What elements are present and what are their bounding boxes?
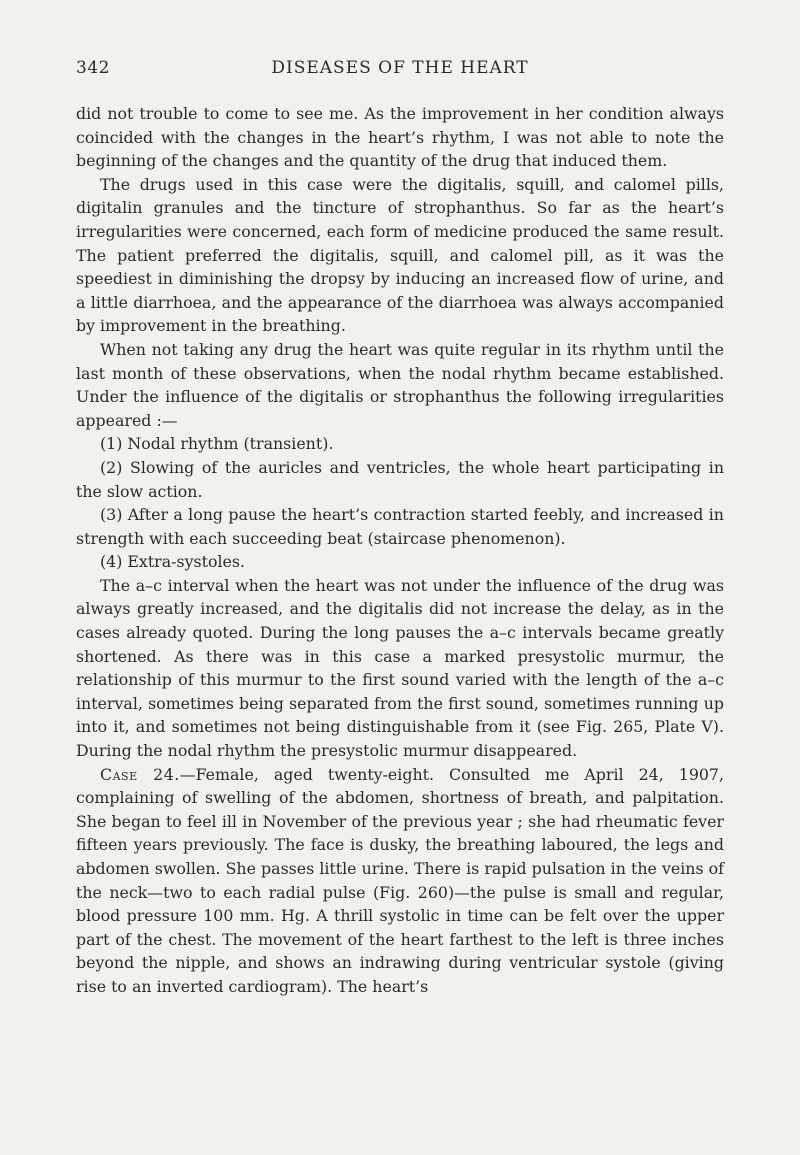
case-label: Case 24. (100, 764, 180, 784)
paragraph: The a–c interval when the heart was not under the influence of the drug was always greatly increased, and the digitalis did not increase the delay, as in the cases already quoted. During the long pauses the a–c intervals became greatly shortened. As there was in this case a marked presystolic murmur, the relationship of this murmur to the first sound varied with the length of the a–c interval, sometimes being separated from the first sound, sometimes running up into it, and sometimes not being distinguishable from it (see Fig. 265, Plate V). During the nodal rhythm the presystolic murmur disappeared. (76, 575, 724, 761)
running-head: DISEASES OF THE HEART (271, 58, 529, 78)
case-paragraph (76, 763, 724, 999)
list-item: (1) Nodal rhythm (transient). (100, 434, 334, 454)
paragraph: did not trouble to come to see me. As the improvement in her condition always coincided with the changes in the heart’s rhythm, I was not able to note the beginning of the changes and the quantity of the drug that induced them. (76, 104, 724, 171)
paragraph: The drugs used in this case were the digitalis, squill, and calomel pills, digitalin granules and the tincture of strophanthus. So far as the heart’s irregularities were concerned, each form of medicine produced the same result. The patient preferred the digitalis, squill, and calomel pill, as it was the speediest in diminishing the dropsy by inducing an increased flow of urine, and a little diarrhoea, and the appearance of the diarrhoea was always accompanied by improvement in the breathing. (76, 174, 724, 336)
page-header (76, 58, 724, 90)
list-item: (4) Extra-systoles. (100, 552, 246, 572)
list-item: (3) After a long pause the heart’s contraction started feebly, and increased in strength with each succeeding beat (staircase phenomenon). (76, 505, 724, 548)
list-item: (2) Slowing of the auricles and ventricles, the whole heart participating in the slow action. (76, 457, 724, 501)
page-number: 342 (76, 58, 110, 78)
book-page (76, 58, 724, 999)
body-text (76, 102, 724, 999)
paragraph: When not taking any drug the heart was quite regular in its rhythm until the last month of these observations, when the nodal rhythm became established. Under the influence of the digitalis or strophanthus the following irregularities appeared :— (76, 339, 724, 430)
case-text: —Female, aged twenty-eight. Consulted me April 24, 1907, complaining of swelling of the abdomen, shortness of breath, and palpitation. She began to feel ill in November of the previous year ; she had rheumatic fever fifteen years previously. The face is dusky, the breathing laboured, the legs and abdomen swollen. She passes little urine. There is rapid pulsation in the veins of the neck—two to each radial pulse (Fig. 260)—the pulse is small and regular, blood pressure 100 mm. Hg. A thrill systolic in time can be felt over the upper part of the chest. The movement of the heart farthest to the left is three inches beyond the nipple, and shows an indrawing during ventricular systole (giving rise to an inverted cardiogram). The heart’s (76, 764, 724, 996)
